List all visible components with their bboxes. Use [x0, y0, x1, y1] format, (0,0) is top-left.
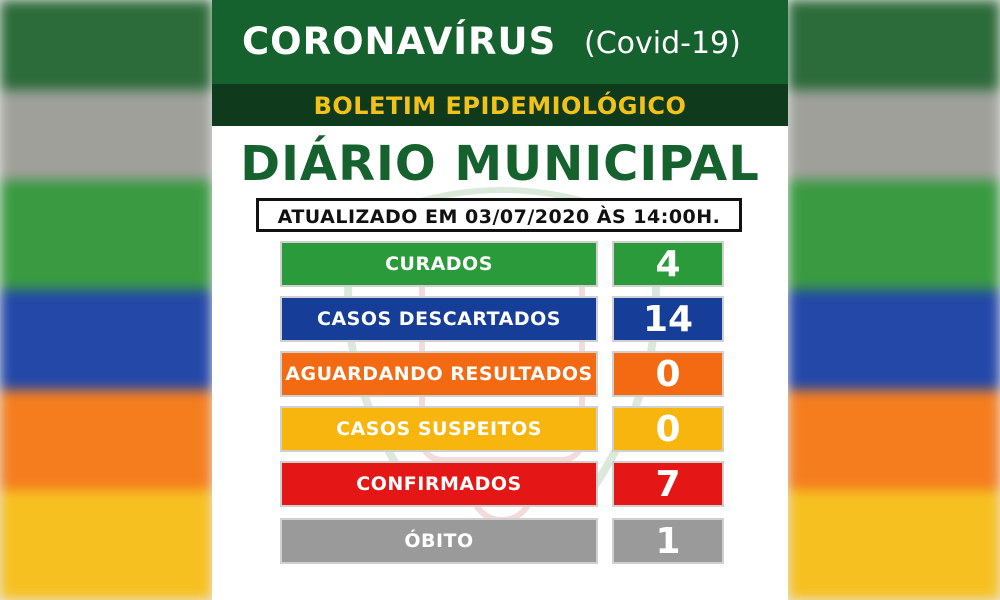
header-bar: [212, 0, 788, 84]
stat-label-aguardando: AGUARDANDO RESULTADOS: [280, 351, 598, 397]
stat-value-suspeitos: 0: [612, 406, 724, 452]
stat-value-curados: 4: [612, 241, 724, 287]
stat-label-curados: CURADOS: [280, 241, 598, 287]
stat-value-obito: 1: [612, 518, 724, 564]
bulletin-poster: [212, 0, 788, 600]
stat-label-suspeitos: CASOS SUSPEITOS: [280, 406, 598, 452]
background-blur-left: [0, 0, 212, 600]
background-blur-right: [788, 0, 1000, 600]
stat-value-aguardando: 0: [612, 351, 724, 397]
bulletin-label: BOLETIM EPIDEMIOLÓGICO: [313, 92, 687, 120]
stat-label-confirmados: CONFIRMADOS: [280, 461, 598, 507]
stat-label-obito: ÓBITO: [280, 518, 598, 564]
header-subtitle: (Covid-19): [584, 26, 741, 61]
bulletin-bar: [212, 84, 788, 126]
update-box: [256, 198, 742, 232]
stat-value-confirmados: 7: [612, 461, 724, 507]
header-title: CORONAVÍRUS: [242, 20, 557, 63]
main-title: DIÁRIO MUNICIPAL: [240, 136, 760, 192]
update-text: ATUALIZADO EM 03/07/2020 ÀS 14:00H.: [277, 206, 721, 228]
stat-label-descartados: CASOS DESCARTADOS: [280, 296, 598, 342]
stat-value-descartados: 14: [612, 296, 724, 342]
